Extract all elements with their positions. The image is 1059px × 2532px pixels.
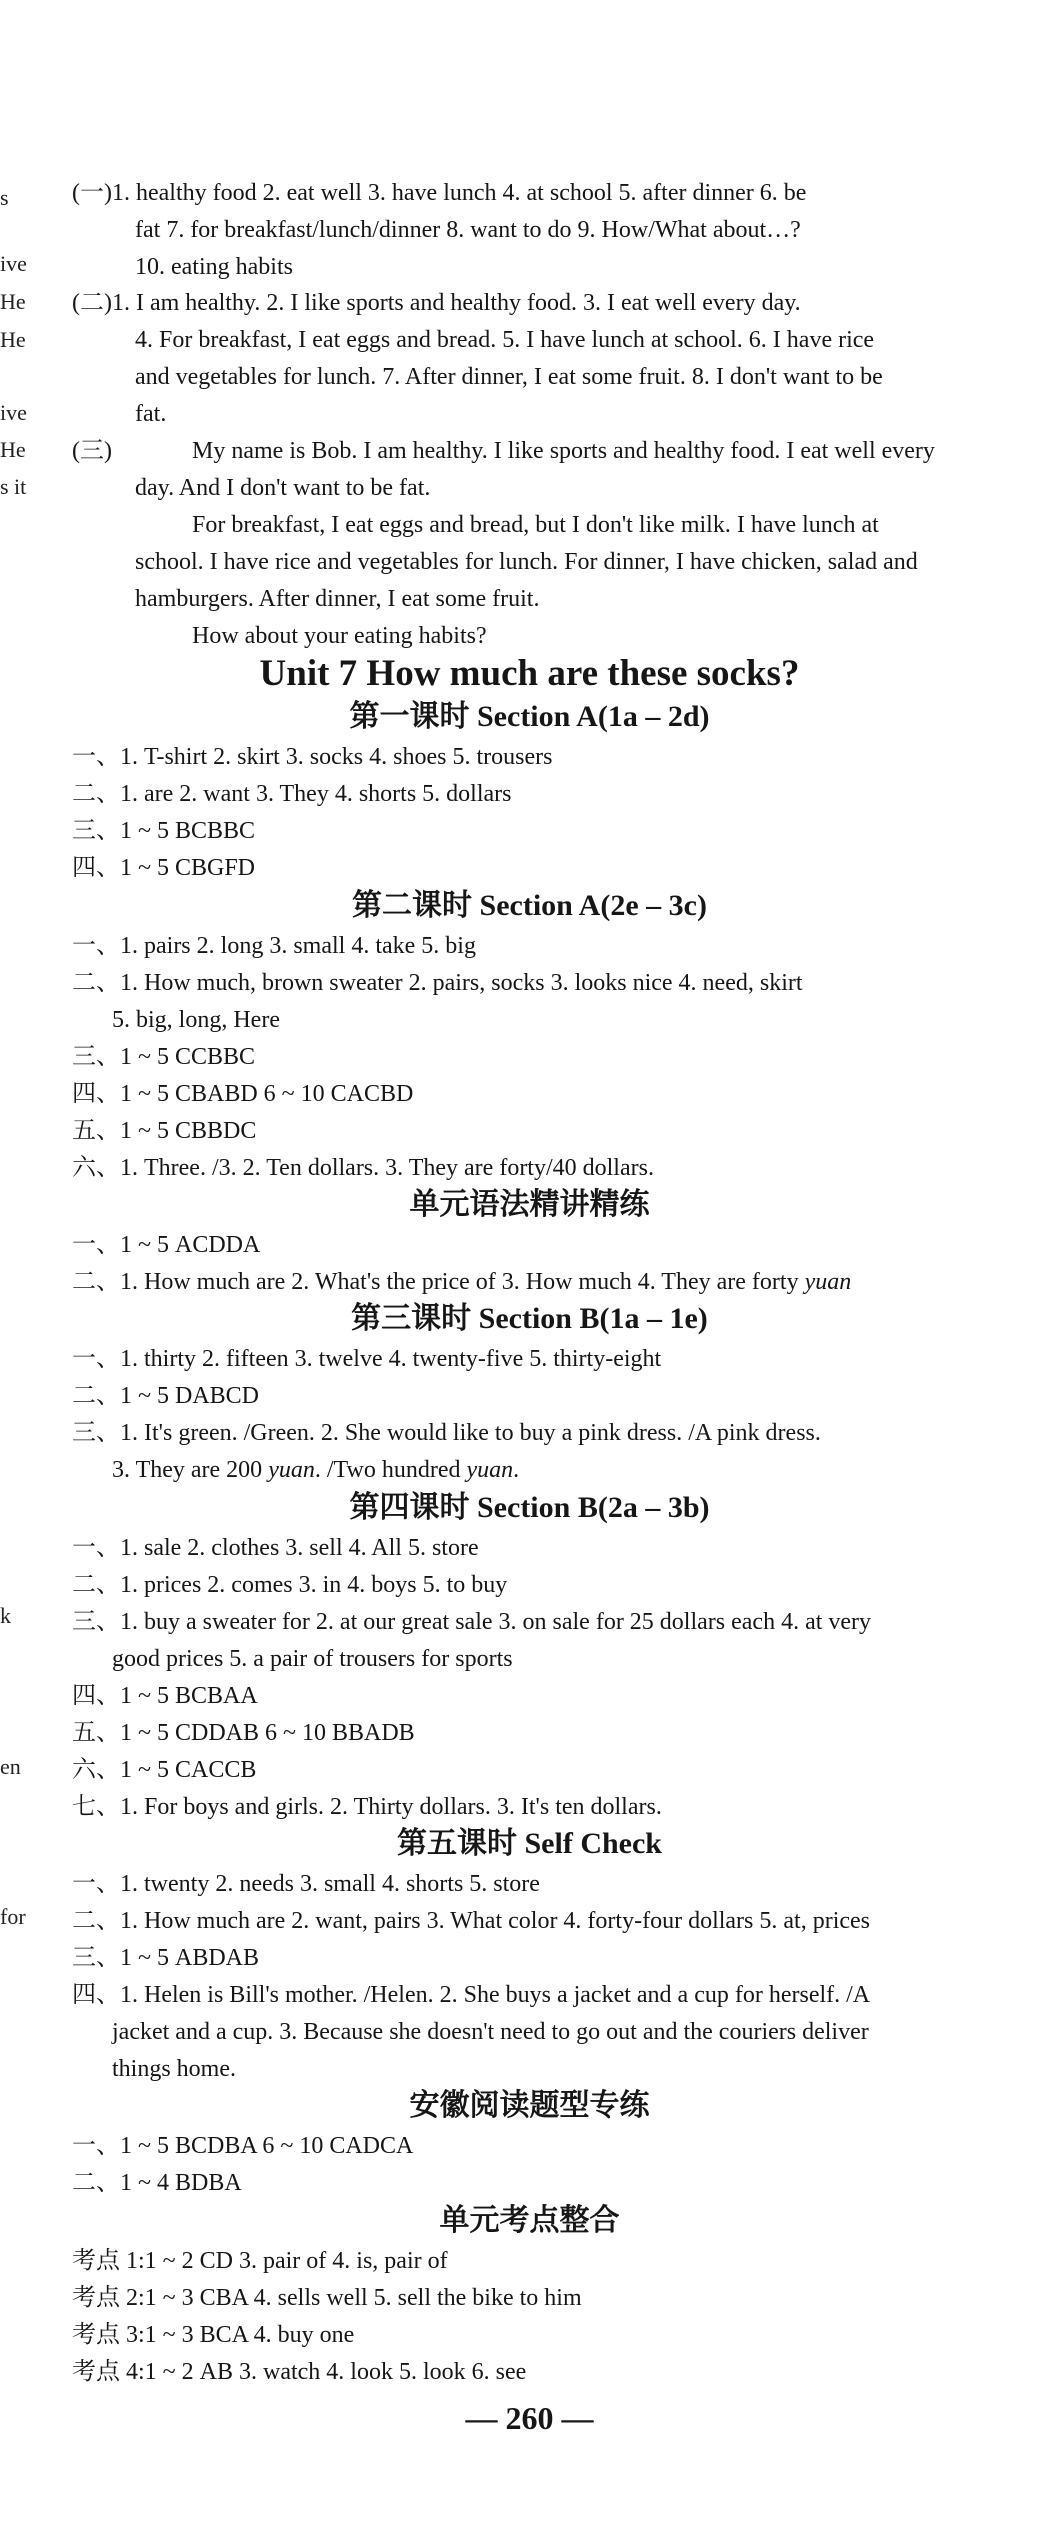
- answer-line: 六、1. Three. /3. 2. Ten dollars. 3. They are forty/40 dollars.: [72, 1155, 654, 1181]
- answer-line: fat 7. for breakfast/lunch/dinner 8. want to do 9. How/What about…?: [135, 217, 801, 243]
- answer-line: 考点 4:1 ~ 2 AB 3. watch 4. look 5. look 6. see: [72, 2359, 527, 2385]
- grammar-title: 单元语法精讲精练: [409, 1188, 650, 1221]
- answer-line: 七、1. For boys and girls. 2. Thirty dollars. 3. It's ten dollars.: [72, 1794, 662, 1820]
- answer-line: jacket and a cup. 3. Because she doesn't need to go out and the couriers deliver: [112, 2019, 869, 2045]
- answer-line: 三、1 ~ 5 BCBBC: [72, 818, 256, 844]
- answer-line: 三、1 ~ 5 CCBBC: [72, 1044, 256, 1070]
- answer-line: 四、1 ~ 5 BCBAA: [72, 1683, 258, 1709]
- answer-line: 二、1. How much are 2. What's the price of 3. How much 4. They are forty yuan: [72, 1269, 852, 1295]
- answer-line: 一、1. thirty 2. fifteen 3. twelve 4. twenty-five 5. thirty-eight: [72, 1346, 662, 1372]
- answer-line: 三、1. buy a sweater for 2. at our great sale 3. on sale for 25 dollars each 4. at very: [72, 1609, 872, 1635]
- answer-line: (二)1. I am healthy. 2. I like sports and healthy food. 3. I eat well every day.: [72, 290, 801, 316]
- answer-line: 二、1. How much, brown sweater 2. pairs, socks 3. looks nice 4. need, skirt: [72, 970, 803, 996]
- margin-fragment: k: [0, 1603, 11, 1628]
- answer-line: 一、1. sale 2. clothes 3. sell 4. All 5. store: [72, 1535, 479, 1561]
- margin-fragment: s it: [0, 474, 27, 499]
- answer-line: 五、1 ~ 5 CDDAB 6 ~ 10 BBADB: [72, 1720, 415, 1746]
- margin-fragment: ive: [0, 400, 27, 425]
- answer-line: 四、1. Helen is Bill's mother. /Helen. 2. She buys a jacket and a cup for herself. /A: [72, 1982, 871, 2008]
- margin-fragment: ive: [0, 251, 27, 276]
- lesson-title: 第二课时 Section A(2e – 3c): [352, 889, 707, 922]
- answer-line: 二、1. are 2. want 3. They 4. shorts 5. dollars: [72, 781, 512, 807]
- answer-line: 考点 2:1 ~ 3 CBA 4. sells well 5. sell the bike to him: [72, 2285, 582, 2311]
- margin-fragment: en: [0, 1754, 21, 1779]
- answer-line: 5. big, long, Here: [112, 1007, 280, 1033]
- review-title: 单元考点整合: [439, 2204, 620, 2237]
- answer-line: things home.: [112, 2056, 236, 2082]
- passage-line: How about your eating habits?: [192, 623, 487, 649]
- answer-line: 一、1. T-shirt 2. skirt 3. socks 4. shoes 5. trousers: [72, 744, 553, 770]
- answer-line: 二、1. prices 2. comes 3. in 4. boys 5. to buy: [72, 1572, 508, 1598]
- anhui-title: 安徽阅读题型专练: [409, 2089, 650, 2122]
- answer-line: fat.: [135, 401, 167, 427]
- passage-line: school. I have rice and vegetables for lunch. For dinner, I have chicken, salad and: [135, 549, 918, 575]
- answer-line: 四、1 ~ 5 CBGFD: [72, 855, 256, 881]
- answer-line: 考点 3:1 ~ 3 BCA 4. buy one: [72, 2322, 355, 2348]
- answer-line: and vegetables for lunch. 7. After dinner, I eat some fruit. 8. I don't want to be: [135, 364, 883, 390]
- answer-line: 一、1. twenty 2. needs 3. small 4. shorts 5. store: [72, 1871, 540, 1897]
- unit-title: Unit 7 How much are these socks?: [259, 653, 800, 694]
- answer-line: 一、1 ~ 5 ACDDA: [72, 1232, 261, 1258]
- margin-fragment: He: [0, 289, 26, 314]
- lesson-title: 第三课时 Section B(1a – 1e): [351, 1302, 708, 1335]
- passage-line: hamburgers. After dinner, I eat some fruit.: [135, 586, 540, 612]
- answer-line: 一、1 ~ 5 BCDBA 6 ~ 10 CADCA: [72, 2133, 414, 2159]
- margin-fragment: He: [0, 327, 26, 352]
- answer-line: 二、1 ~ 5 DABCD: [72, 1383, 259, 1409]
- section-label: (三): [72, 438, 112, 464]
- answer-line: 一、1. pairs 2. long 3. small 4. take 5. big: [72, 933, 476, 959]
- answer-line: 考点 1:1 ~ 2 CD 3. pair of 4. is, pair of: [72, 2248, 448, 2274]
- lesson-title: 第四课时 Section B(2a – 3b): [349, 1491, 710, 1524]
- answer-line: 3. They are 200 yuan. /Two hundred yuan.: [112, 1457, 520, 1483]
- answer-line: good prices 5. a pair of trousers for sports: [112, 1646, 513, 1672]
- lesson-title: 第五课时 Self Check: [397, 1827, 662, 1860]
- answer-line: 10. eating habits: [135, 254, 293, 280]
- answer-line: 二、1 ~ 4 BDBA: [72, 2170, 242, 2196]
- answer-line: 4. For breakfast, I eat eggs and bread. 5. I have lunch at school. 6. I have rice: [135, 327, 875, 353]
- margin-fragment: s: [0, 185, 9, 210]
- answer-line: 五、1 ~ 5 CBBDC: [72, 1118, 257, 1144]
- answer-line: 三、1. It's green. /Green. 2. She would like to buy a pink dress. /A pink dress.: [72, 1420, 821, 1446]
- answer-line: 四、1 ~ 5 CBABD 6 ~ 10 CACBD: [72, 1081, 414, 1107]
- answer-line: 二、1. How much are 2. want, pairs 3. What color 4. forty-four dollars 5. at, prices: [72, 1908, 871, 1934]
- answer-line: (一)1. healthy food 2. eat well 3. have lunch 4. at school 5. after dinner 6. be: [72, 180, 807, 206]
- passage-line: For breakfast, I eat eggs and bread, but I don't like milk. I have lunch at: [192, 512, 879, 538]
- answer-line: 三、1 ~ 5 ABDAB: [72, 1945, 259, 1971]
- passage-line: day. And I don't want to be fat.: [135, 475, 431, 501]
- answer-line: 六、1 ~ 5 CACCB: [72, 1757, 257, 1783]
- passage-line: My name is Bob. I am healthy. I like sports and healthy food. I eat well every: [192, 438, 935, 464]
- margin-fragment: He: [0, 437, 26, 462]
- lesson-title: 第一课时 Section A(1a – 2d): [349, 700, 710, 733]
- margin-fragment: for: [0, 1904, 26, 1929]
- page-number: — 260 —: [465, 2400, 594, 2436]
